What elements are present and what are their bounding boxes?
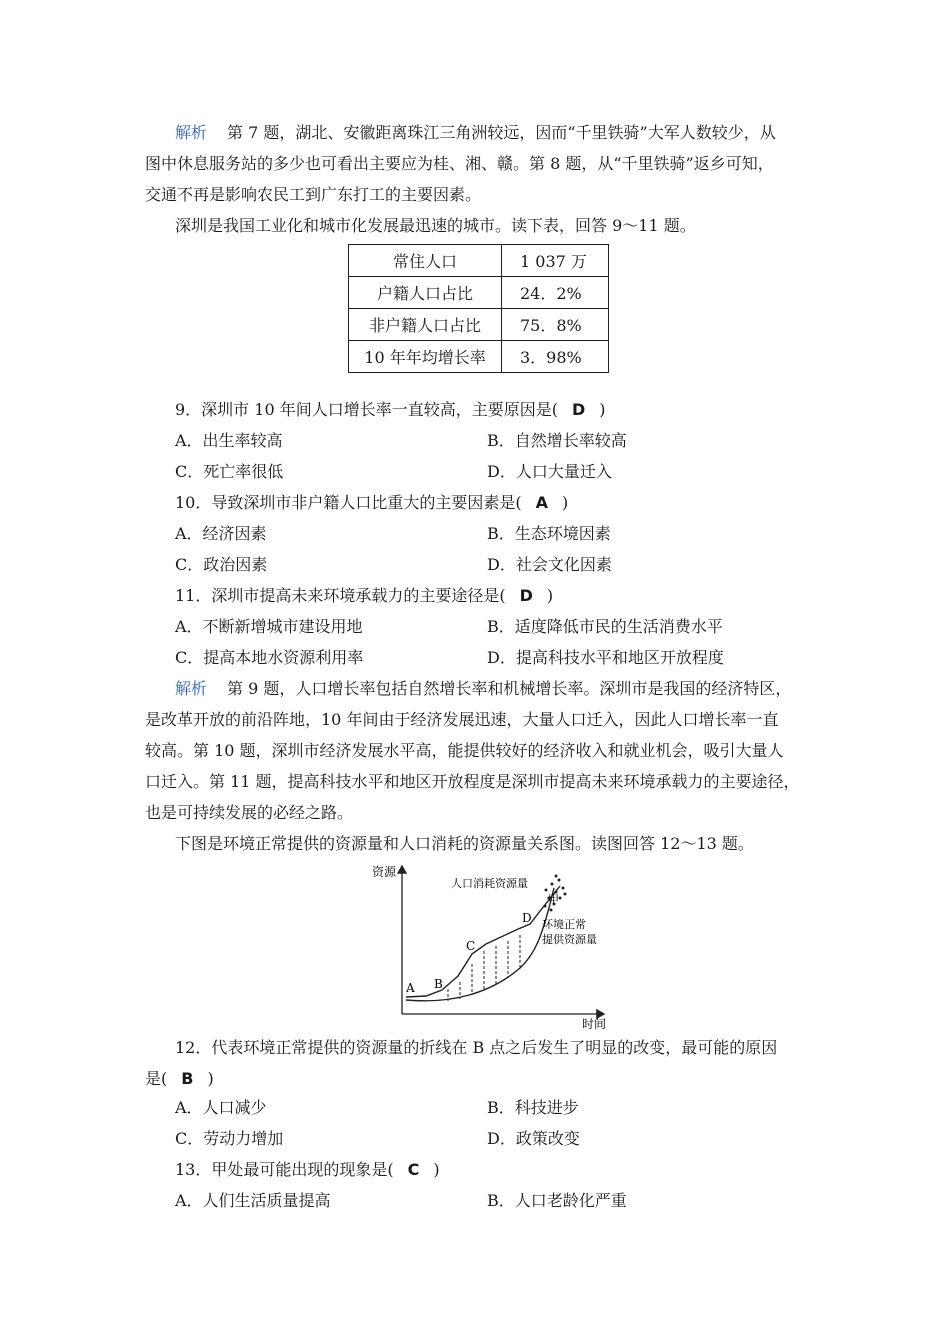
supply-label: 环境正常 <box>542 918 586 931</box>
option-c: C．劳动力增加 <box>175 1129 284 1148</box>
option-a: A．经济因素 <box>175 524 267 543</box>
option-a: A．人口减少 <box>175 1098 267 1117</box>
option-d: D．社会文化因素 <box>487 555 612 574</box>
analysis-text: 也是可持续发展的必经之路。 <box>145 803 354 822</box>
table-cell-label: 常住人口 <box>349 245 502 277</box>
analysis-text: 第 9 题，人口增长率包括自然增长率和机械增长率。深圳市是我国的经济特区， <box>227 679 792 698</box>
option-b: B．自然增长率较高 <box>487 431 627 450</box>
analysis-paragraph-1 <box>175 122 776 144</box>
option-c: C．提高本地水资源利用率 <box>175 648 364 667</box>
resource-relationship-figure <box>360 858 620 1034</box>
question-text: ) <box>599 400 606 419</box>
table-cell-value: 3．98% <box>502 341 609 373</box>
option-a: A．不断新增城市建设用地 <box>175 617 363 636</box>
option-row <box>175 461 612 483</box>
point-label-a: A <box>406 981 415 995</box>
table-row <box>349 309 609 341</box>
table-row <box>349 245 609 277</box>
point-label-b: B <box>434 977 443 991</box>
question-text: 10．导致深圳市非户籍人口比重大的主要因素是( <box>175 493 522 512</box>
analysis-text: 图中休息服务站的多少也可看出主要应为桂、湘、赣。第 8 题，从“千里铁骑”返乡可知， <box>145 154 774 173</box>
table-cell-label: 非户籍人口占比 <box>349 309 502 341</box>
analysis-text: 口迁入。第 11 题，提高科技水平和地区开放程度是深圳市提高未来环境承载力的主要途径， <box>145 772 800 791</box>
question-12-stem: 12．代表环境正常提供的资源量的折线在 B 点之后发生了明显的改变，最可能的原因 <box>175 1038 778 1057</box>
question-12-stem-cont <box>145 1068 214 1090</box>
analysis-text: 较高。第 10 题，深圳市经济发展水平高，能提供较好的经济收入和就业机会，吸引大量人 <box>145 741 784 760</box>
option-row <box>175 430 627 452</box>
question-text: ) <box>546 586 554 605</box>
option-row <box>175 616 723 638</box>
x-axis-label: 时间 <box>582 1017 607 1031</box>
analysis-paragraph-2 <box>175 678 791 700</box>
question-text: 11．深圳市提高未来环境承载力的主要途径是( <box>175 586 506 605</box>
option-a: A．人们生活质量提高 <box>175 1191 331 1210</box>
question-text: 9．深圳市 10 年间人口增长率一直较高，主要原因是( <box>175 400 558 419</box>
point-label-c: C <box>466 939 476 953</box>
answer-choice: C <box>407 1160 420 1179</box>
analysis-text: 第 7 题，湖北、安徽距离珠江三角洲较远，因而“千里铁骑”大军人数较少，从 <box>227 123 776 142</box>
question-text: 是( <box>145 1069 168 1088</box>
population-table <box>348 244 609 373</box>
option-c: C．死亡率很低 <box>175 462 284 481</box>
option-a: A．出生率较高 <box>175 431 283 450</box>
analysis-tag: 解析 <box>175 679 208 698</box>
option-row <box>175 1190 627 1212</box>
question-intro: 深圳是我国工业化和城市化发展最迅速的城市。读下表，回答 9～11 题。 <box>175 216 696 235</box>
option-row <box>175 1097 579 1119</box>
question-11-stem <box>175 585 553 607</box>
answer-choice: B <box>181 1069 194 1088</box>
consumption-curve <box>406 888 554 1001</box>
table-row <box>349 277 609 309</box>
table-cell-value: 24．2% <box>502 277 609 309</box>
region-label: 甲 <box>548 893 559 906</box>
option-b: B．科技进步 <box>487 1098 579 1117</box>
question-9-stem <box>175 399 606 421</box>
answer-choice: A <box>535 493 548 512</box>
option-row <box>175 1128 580 1150</box>
option-d: D．人口大量迁入 <box>487 462 612 481</box>
table-cell-value: 75．8% <box>502 309 609 341</box>
question-10-stem <box>175 492 568 514</box>
question-text: ) <box>433 1160 440 1179</box>
option-b: B．人口老龄化严重 <box>487 1191 627 1210</box>
option-b: B．适度降低市民的生活消费水平 <box>487 617 723 636</box>
question-13-stem <box>175 1159 440 1181</box>
analysis-text: 是改革开放的前沿阵地，10 年间由于经济发展迅速，大量人口迁入，因此人口增长率一直 <box>145 710 779 729</box>
option-d: D．政策改变 <box>487 1129 580 1148</box>
answer-choice: D <box>571 400 586 419</box>
option-b: B．生态环境因素 <box>487 524 611 543</box>
question-text: ) <box>207 1069 214 1088</box>
analysis-tag: 解析 <box>175 123 208 142</box>
question-text: ) <box>562 493 569 512</box>
option-c: C．政治因素 <box>175 555 268 574</box>
point-label-d: D <box>522 911 532 925</box>
supply-curve <box>406 886 560 997</box>
answer-choice: D <box>519 586 533 605</box>
option-row <box>175 647 724 669</box>
option-row <box>175 523 611 545</box>
option-row <box>175 554 612 576</box>
option-d: D．提高科技水平和地区开放程度 <box>487 648 724 667</box>
consumption-label: 人口消耗资源量 <box>451 877 528 890</box>
question-intro: 下图是环境正常提供的资源量和人口消耗的资源量关系图。读图回答 12～13 题。 <box>175 834 754 853</box>
supply-label: 提供资源量 <box>542 933 597 946</box>
table-row <box>349 341 609 373</box>
table-cell-label: 10 年年均增长率 <box>349 341 502 373</box>
y-axis-label: 资源 <box>372 865 397 879</box>
analysis-text: 交通不再是影响农民工到广东打工的主要因素。 <box>145 185 482 204</box>
table-cell-label: 户籍人口占比 <box>349 277 502 309</box>
question-text: 13．甲处最可能出现的现象是( <box>175 1160 394 1179</box>
table-cell-value: 1 037 万 <box>502 245 609 277</box>
